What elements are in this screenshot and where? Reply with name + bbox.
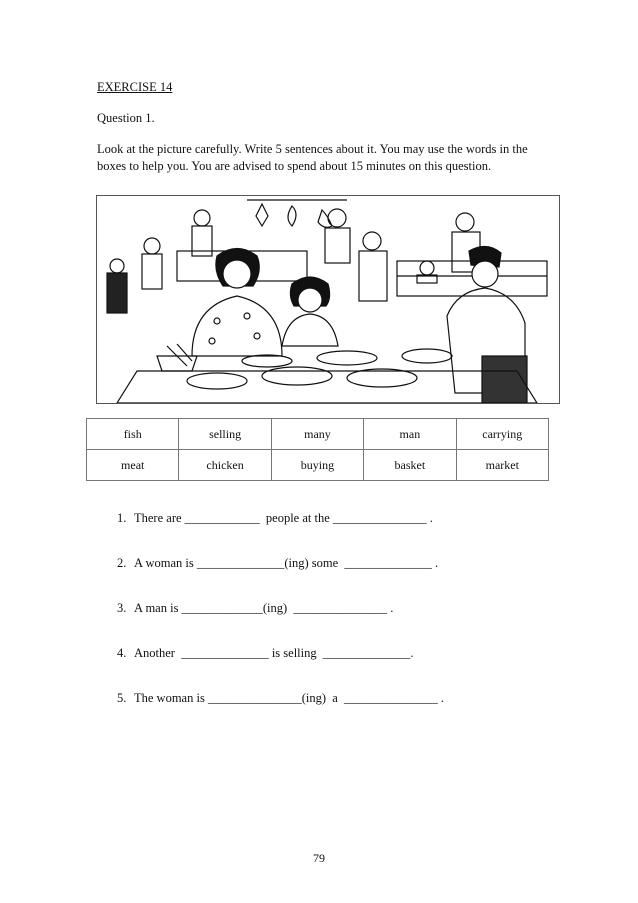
sentence-text: The woman is _______________(ing) a _______________ . [134,691,445,705]
sentence-text: A man is _____________(ing) _______________ . [134,601,394,615]
word-box-row [87,450,549,481]
word-box-cell: selling [179,419,271,450]
word-box-cell: man [364,419,456,450]
word-box-cell: market [456,450,548,481]
word-box-cell: basket [364,450,456,481]
sentence-item [117,646,414,661]
word-box-cell: chicken [179,450,271,481]
word-box-cell: carrying [456,419,548,450]
sentence-number: 5. [117,691,127,705]
sentence-number: 3. [117,601,127,615]
sentence-number: 2. [117,556,127,570]
sentence-number: 4. [117,646,127,660]
word-box-cell: many [271,419,363,450]
word-box-cell: fish [87,419,179,450]
sentence-text: A woman is ______________(ing) some ______________ . [134,556,439,570]
sentence-item [117,511,433,526]
sentence-text: There are ____________ people at the _______________ . [134,511,433,525]
sentence-item [117,691,444,706]
exercise-title: EXERCISE 14 [97,80,173,94]
sentence-item [117,556,438,571]
market-scene-illustration [96,195,560,404]
word-box-table [86,418,549,481]
question-label: Question 1. [97,111,155,125]
sentence-text: Another ______________ is selling ______________. [134,646,414,660]
page-number: 79 [313,851,325,865]
sentence-number: 1. [117,511,127,525]
sentence-item [117,601,393,616]
word-box-cell: meat [87,450,179,481]
word-box-row [87,419,549,450]
instruction-text: Look at the picture carefully. Write 5 sentences about it. You may use the words in the boxes to help you. You are advised to spend about 15 minutes on this question. [97,142,528,173]
word-box-cell: buying [271,450,363,481]
